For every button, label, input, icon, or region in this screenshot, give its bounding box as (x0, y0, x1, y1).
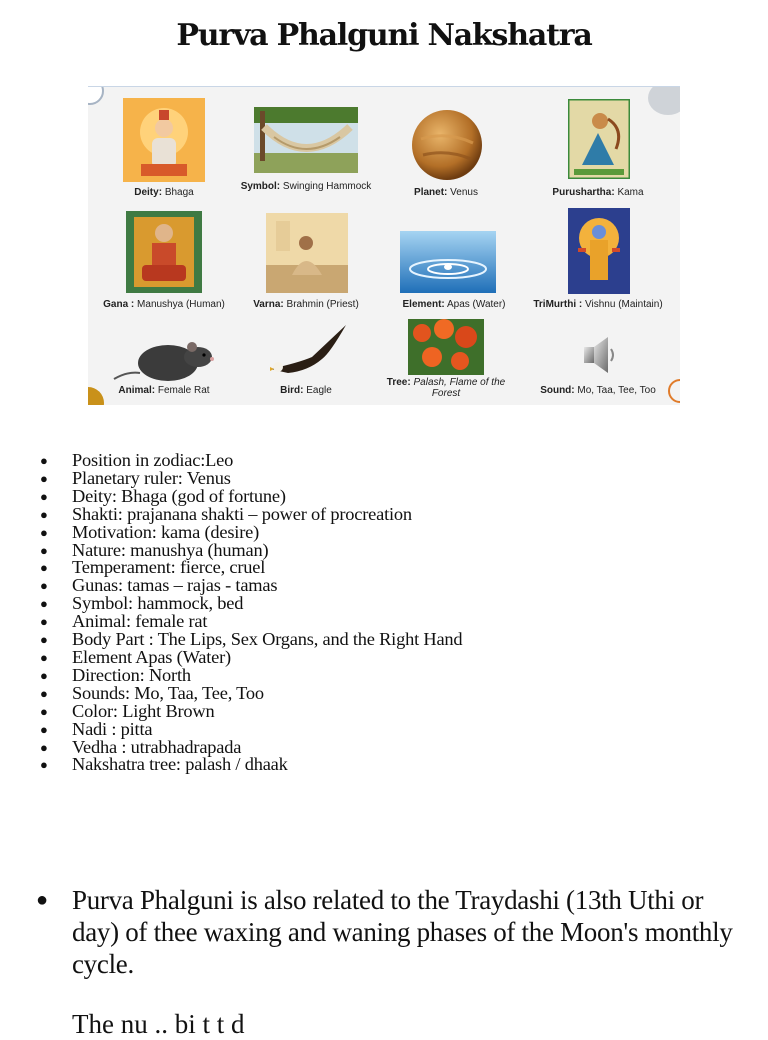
cell-value: Vishnu (Maintain) (585, 299, 663, 310)
list-item: ● Gunas: tamas – rajas - tamas (40, 577, 462, 595)
list-item: ● Motivation: kama (desire) (40, 524, 462, 542)
water-image (400, 231, 496, 293)
cell-label: Symbol: (240, 181, 281, 192)
eagle-image (268, 323, 348, 377)
palash-tree-image (408, 319, 484, 375)
rat-image (110, 327, 216, 387)
page-title: Purva Phalguni Nakshatra (176, 18, 592, 53)
cell-value: Eagle (306, 385, 332, 396)
paragraph-text: Purva Phalguni is also related to the Traydashi (13th Uthi or day) of thee waxing and waning phases of the Moon's monthly cycle. (72, 885, 733, 979)
list-item: ● Position in zodiac:Leo (40, 452, 462, 470)
list-item: ● Sounds: Mo, Taa, Tee, Too (40, 685, 462, 703)
list-item: ● Symbol: hammock, bed (40, 595, 462, 613)
cell-label: Element: (402, 299, 445, 310)
cell-label: Animal: (118, 385, 156, 396)
traydashi-paragraph (36, 884, 736, 980)
cell-value: Brahmin (Priest) (286, 299, 359, 310)
list-item: ● Nadi : pitta (40, 721, 462, 739)
list-item: ● Direction: North (40, 667, 462, 685)
cell-value: Swinging Hammock (282, 181, 372, 192)
cell-value: Manushya (Human) (137, 299, 225, 310)
cell-label: Tree: (386, 377, 411, 388)
brahmin-image (266, 213, 348, 293)
cell-label: Sound: (540, 385, 575, 396)
list-item: ● Vedha : utrabhadrapada (40, 739, 462, 757)
cell-value: Mo, Taa, Tee, Too (577, 385, 656, 396)
nakshatra-properties-list (40, 452, 462, 774)
kama-image (568, 99, 630, 179)
list-item: ● Animal: female rat (40, 613, 462, 631)
cell-value: Palash, Flame of the Forest (413, 377, 506, 399)
cell-label: Planet: (414, 187, 448, 198)
list-item: ● Deity: Bhaga (god of fortune) (40, 488, 462, 506)
cell-value: Apas (Water) (446, 299, 506, 310)
list-item: ● Shakti: prajanana shakti – power of procreation (40, 506, 462, 524)
cell-label: TriMurthi : (533, 299, 583, 310)
gana-image (126, 211, 202, 293)
panel-corner-decoration (648, 86, 680, 115)
speaker-icon (582, 335, 616, 375)
list-item: ● Element Apas (Water) (40, 649, 462, 667)
cell-value: Venus (450, 187, 478, 198)
list-item: ● Color: Light Brown (40, 703, 462, 721)
list-item: ● Nature: manushya (human) (40, 542, 462, 560)
vishnu-image (568, 208, 630, 294)
bullet-icon: ● (36, 889, 48, 911)
list-item: ● Planetary ruler: Venus (40, 470, 462, 488)
cell-value: Kama (617, 187, 644, 198)
panel-corner-decoration (88, 86, 104, 105)
cell-value: Bhaga (164, 187, 194, 198)
cell-label: Gana : (103, 299, 135, 310)
cell-value: Female Rat (157, 385, 210, 396)
truncated-text: The nu .. bi t t d (72, 1009, 245, 1039)
cell-label: Deity: (134, 187, 163, 198)
list-item: ● Temperament: fierce, cruel (40, 559, 462, 577)
hammock-image (254, 107, 358, 173)
venus-planet-image (411, 109, 483, 181)
cell-label: Bird: (280, 385, 304, 396)
cell-label: Purushartha: (552, 187, 615, 198)
list-item: ● Nakshatra tree: palash / dhaak (40, 756, 462, 774)
deity-bhaga-image (123, 98, 205, 182)
list-item: ● Body Part : The Lips, Sex Organs, and the Right Hand (40, 631, 462, 649)
cell-label: Varna: (253, 299, 284, 310)
nakshatra-infographic (88, 86, 680, 405)
